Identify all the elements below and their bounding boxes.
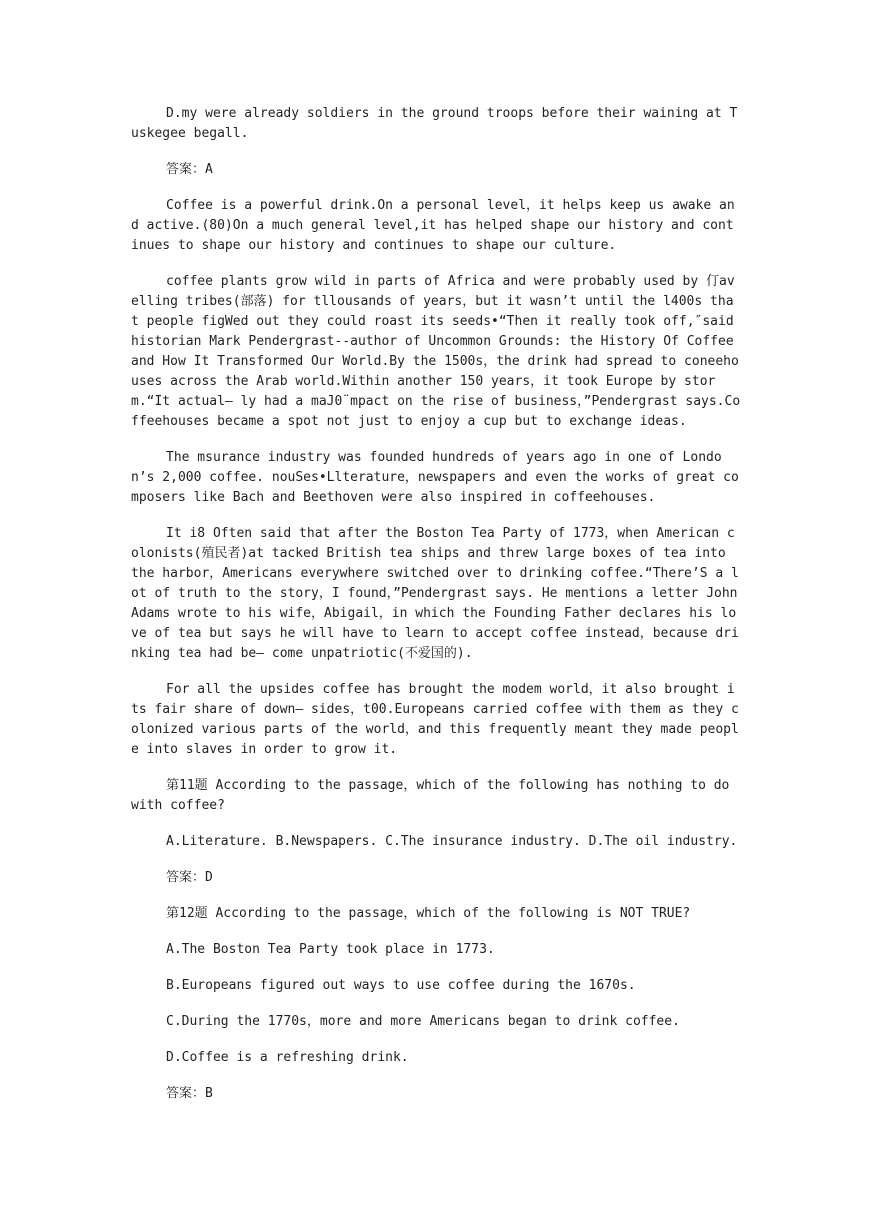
answer-question-11: 答案：D [166, 870, 213, 885]
question-11: 第11题 According to the passage，which of the following has nothing to do with coffee? [131, 778, 730, 813]
question-11-options: A.Literature. B.Newspapers. C.The insurance industry. D.The oil industry. [166, 834, 738, 849]
document-body [131, 104, 741, 1120]
question-12-option-d: D.Coffee is a refreshing drink. [166, 1050, 409, 1065]
question-12-option-c: C.During the 1770s，more and more Americans began to drink coffee. [166, 1014, 680, 1029]
option-d-previous-question: D.my were already soldiers in the ground troops before their waining at Tuskegee begall. [131, 106, 738, 141]
passage-paragraph-1: Coffee is a powerful drink.On a personal level，it helps keep us awake and active.(80)On a much general level,it has helped shape our history and continues to shape our history and continues to shape our culture. [131, 198, 735, 253]
passage-paragraph-4: It i8 Often said that after the Boston Tea Party of 1773，when American colonists(殖民者)at tacked British tea ships and threw large boxes of tea into the harbor，Americans everywhere switched over to drinking coffee.“There’S a lot of truth to the story，I found，”Pendergrast says. He mentions a letter John Adams wrote to his wife，Abigail，in which the Founding Father declares his love of tea but says he will have to learn to accept coffee instead，because drinking tea had be— come unpatriotic(不爱国的). [131, 526, 739, 661]
question-12-option-a: A.The Boston Tea Party took place in 1773. [166, 942, 495, 957]
question-12: 第12题 According to the passage，which of the following is NOT TRUE? [166, 906, 691, 921]
passage-paragraph-5: For all the upsides coffee has brought the modem world，it also brought its fair share of down— sides，t00.Europeans carried coffee with them as they colonized various parts of the world，and this frequently meant they made people into slaves in order to grow it. [131, 682, 739, 757]
answer-question-12: 答案：B [166, 1086, 213, 1101]
question-12-option-b: B.Europeans figured out ways to use coffee during the 1670s. [166, 978, 636, 993]
answer-previous-question: 答案：A [166, 162, 213, 177]
passage-paragraph-3: The msurance industry was founded hundreds of years ago in one of London’s 2,000 coffee. nouSes•Llterature，newspapers and even the works of great composers like Bach and Beethoven were also inspired in coffeehouses. [131, 450, 739, 505]
passage-paragraph-2: coffee plants grow wild in parts of Africa and were probably used by 仃avelling tribes(部落) for tllousands of years，but it wasn’t until the l400s that people figWed out they could roast its seeds•“Then it really took off,″said historian Mark Pendergrast--author of Uncommon Grounds: the History Of Coffee and How It Transformed Our World.By the 1500s，the drink had spread to coneehouses across the Arab world.Within another 150 years，it took Europe by storm.“It actual— ly had a maJ0¨mpact on the rise of business，”Pendergrast says.Coffeehouses became a spot not just to enjoy a cup but to exchange ideas. [131, 274, 741, 429]
